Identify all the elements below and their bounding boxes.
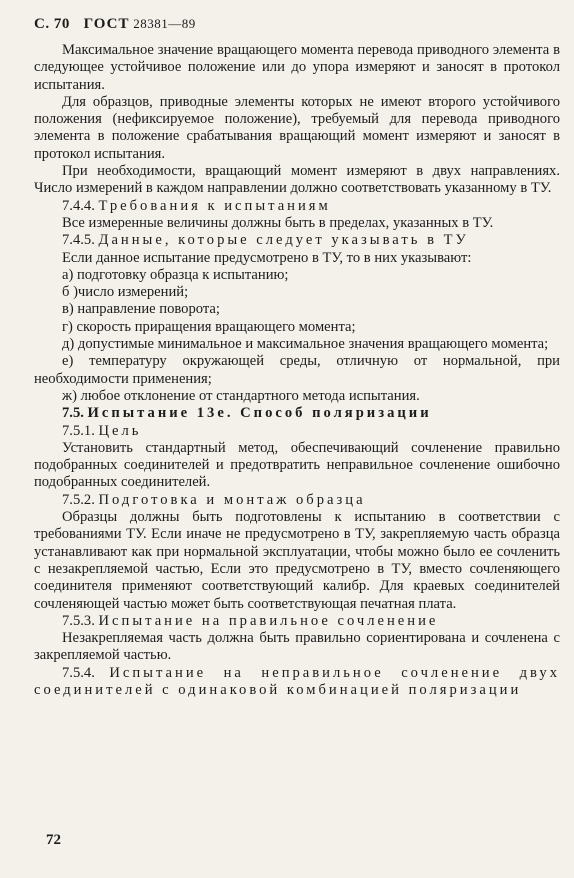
- requirements-list: [34, 267, 560, 405]
- clause-number: 7.5.1.: [62, 422, 95, 439]
- clause-title: Подготовка и монтаж образца: [98, 491, 366, 508]
- section-title: Испытание 13е. Способ поляризации: [87, 405, 432, 422]
- paragraph: Для образцов, приводные элементы которых не имеют второго устойчивого положения (нефиксируемое положение), требуемый для перевода приводного элемента в положение срабатывания вращающий момент измеряют и заносят в протокол испытания.: [34, 93, 560, 162]
- clause-heading-7-4-5: [34, 232, 560, 249]
- clause-heading-7-5-3: [34, 613, 560, 630]
- paragraph: Незакрепляемая часть должна быть правильно сориентирована и сочленена с закрепляемой частью.: [34, 630, 560, 664]
- paragraph: Установить стандартный метод, обеспечивающий сочленение правильно подобранных соединителей и предотвратить неправильное сочленение ошибочно подобранных соединителей.: [34, 439, 560, 491]
- clause-number: 7.4.4.: [62, 197, 95, 214]
- page-reference: С. 70: [34, 16, 70, 32]
- list-item: г) скорость приращения вращающего момента;: [62, 318, 356, 335]
- list-item: а) подготовку образца к испытанию;: [62, 266, 289, 283]
- list-item: д) допустимые минимальное и максимальное значения вращающего момента;: [62, 336, 549, 353]
- clause-number: 7.5.2.: [62, 491, 95, 508]
- clause-number: 7.5.3.: [62, 612, 95, 629]
- paragraph: Максимальное значение вращающего момента перевода приводного элемента в следующее устойчивое положение или до упора измеряют и заносят в протокол испытания.: [34, 42, 560, 93]
- list-item: б )число измерений;: [62, 284, 189, 301]
- clause-number: 7.4.5.: [62, 232, 95, 249]
- section-heading-7-5: [34, 405, 560, 422]
- paragraph: При необходимости, вращающий момент измеряют в двух направлениях. Число измерений в каждом направлении должно соответствовать указанному в ТУ.: [34, 163, 560, 197]
- clause-title: Цель: [98, 422, 142, 439]
- clause-title: Данные, которые следует указывать в ТУ: [98, 232, 469, 249]
- list-item: е) температуру окружающей среды, отличную от нормальной, при необходимости применения;: [34, 353, 560, 387]
- clause-title: Испытание на неправильное сочленение двух соединителей с одинаковой комбинацией поляризации: [34, 664, 560, 698]
- paragraph: Если данное испытание предусмотрено в ТУ, то в них указывают:: [62, 249, 472, 266]
- page-number: 72: [46, 832, 61, 848]
- paragraph: Образцы должны быть подготовлены к испытанию в соответствии с требованиями ТУ. Если иначе не предусмотрено в ТУ, закрепляемую часть образца устанавливают как при нормальной эксплуатации, чтобы можно было ее сочленить с незакрепляемой частью, Если это предусмотрено в ТУ, вместо сочленяющего соединителя применяют соответствующий калибр. Для краевых соединителей сочленяющей частью может быть соответствующая печатная плата.: [34, 509, 560, 612]
- list-item: в) направление поворота;: [62, 301, 220, 318]
- standard-number: 28381—89: [133, 16, 196, 31]
- clause-heading-7-5-4: [34, 665, 560, 700]
- clause-title: Требования к испытаниям: [98, 197, 331, 214]
- paragraph: Все измеренные величины должны быть в пределах, указанных в ТУ.: [62, 214, 494, 231]
- page-header: [34, 12, 560, 42]
- document-body: [34, 42, 560, 699]
- list-item: ж) любое отклонение от стандартного метода испытания.: [62, 387, 420, 404]
- clause-heading-7-5-2: [34, 492, 560, 509]
- standard-label: ГОСТ: [83, 16, 130, 32]
- clause-heading-7-5-1: [34, 423, 560, 440]
- clause-title: Испытание на правильное сочленение: [98, 612, 439, 629]
- clause-heading-7-4-4: [34, 198, 560, 215]
- clause-number: 7.5.4.: [62, 664, 95, 681]
- section-number: 7.5.: [62, 405, 84, 422]
